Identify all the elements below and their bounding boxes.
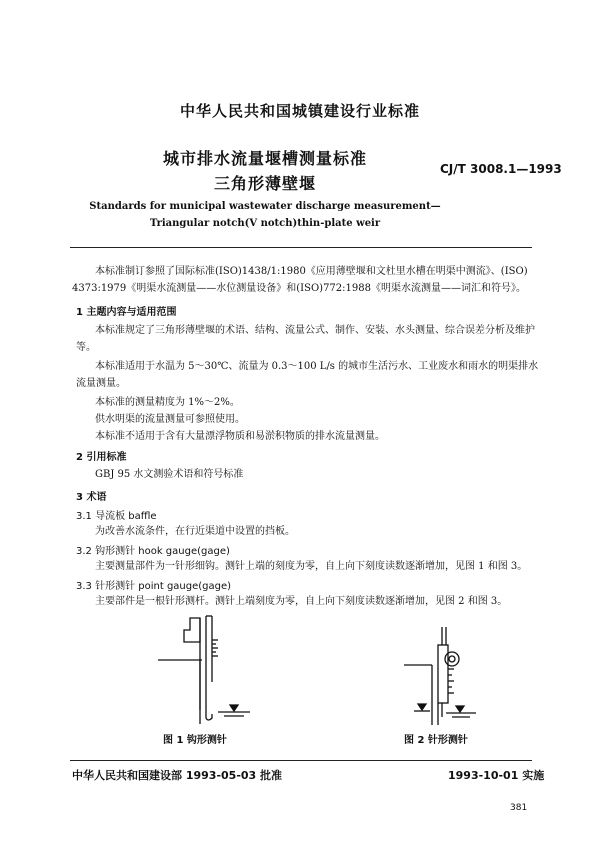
section-1-para5: 本标准不适用于含有大量漂浮物质和易淤积物质的排水流量测量。 <box>95 431 385 442</box>
section-1-para3: 本标准的测量精度为 1%～2%。 <box>95 397 240 408</box>
title-chinese-line2: 三角形薄壁堰 <box>213 174 316 193</box>
title-chinese-line1: 城市排水流量堰槽测量标准 <box>162 149 367 168</box>
section-3-3-text: 主要部件是一根针形测杆。测针上端刻度为零，自上向下刻度读数逐渐增加，见图 2 和图 3。 <box>95 596 508 607</box>
section-1-para4: 供水明渠的流量测量可参照使用。 <box>95 414 245 425</box>
section-1-para2-line2: 流量测量。 <box>76 378 126 389</box>
title-divider <box>70 247 532 248</box>
section-3-heading: 3 术语 <box>76 492 107 503</box>
section-3-1-heading: 3.1 导流板 baffle <box>76 511 157 522</box>
section-1-para1-line2: 等。 <box>76 342 96 353</box>
section-1-para1-line1: 本标准规定了三角形薄壁堰的术语、结构、流量公式、制作、安装、水头测量、综合误差分析及维护 <box>95 325 535 336</box>
intro-line1: 本标准制订参照了国际标准(ISO)1438/1:1980《应用薄壁堰和文杜里水槽在明渠中测流》、(ISO) <box>95 266 528 277</box>
effective-date: 1993-10-01 实施 <box>448 769 545 782</box>
title-english-line1: Standards for municipal wastewater discharge measurement— <box>89 201 441 212</box>
figure-1-hook-gauge-drawing <box>140 612 260 730</box>
section-1-para2-line1: 本标准适用于水温为 5～30℃、流量为 0.3～100 L/s 的城市生活污水、工业废水和雨水的明渠排水 <box>95 361 539 372</box>
section-3-2-heading: 3.2 钩形测针 hook gauge(gage) <box>76 546 230 557</box>
page-number: 381 <box>510 803 528 813</box>
section-3-1-text: 为改善水流条件，在行近渠道中设置的挡板。 <box>95 526 295 537</box>
approval-date: 中华人民共和国建设部 1993-05-03 批准 <box>72 769 283 782</box>
intro-line2: 4373:1979《明渠水流测量——水位测量设备》和(ISO)772:1988《明渠水流测量——词汇和符号》。 <box>72 283 526 294</box>
section-2-reference: GBJ 95 水文测验术语和符号标准 <box>95 469 244 480</box>
standard-code: CJ/T 3008.1—1993 <box>440 162 562 176</box>
section-1-heading: 1 主题内容与适用范围 <box>76 307 177 318</box>
figure-1-caption: 图 1 钩形测针 <box>163 735 227 746</box>
section-3-3-heading: 3.3 针形测针 point gauge(gage) <box>76 581 232 592</box>
title-english-line2: Triangular notch(V notch)thin-plate weir <box>149 218 381 229</box>
figure-2-caption: 图 2 针形测针 <box>404 735 468 746</box>
footer-divider <box>70 760 532 761</box>
figure-2-point-gauge-drawing <box>390 625 490 730</box>
section-3-2-text: 主要测量部件为一针形细钩。测针上端的刻度为零，自上向下刻度读数逐渐增加，见图 1 和图 3。 <box>95 561 528 572</box>
section-2-heading: 2 引用标准 <box>76 452 127 463</box>
issuing-standard-header: 中华人民共和国城镇建设行业标准 <box>179 102 420 120</box>
